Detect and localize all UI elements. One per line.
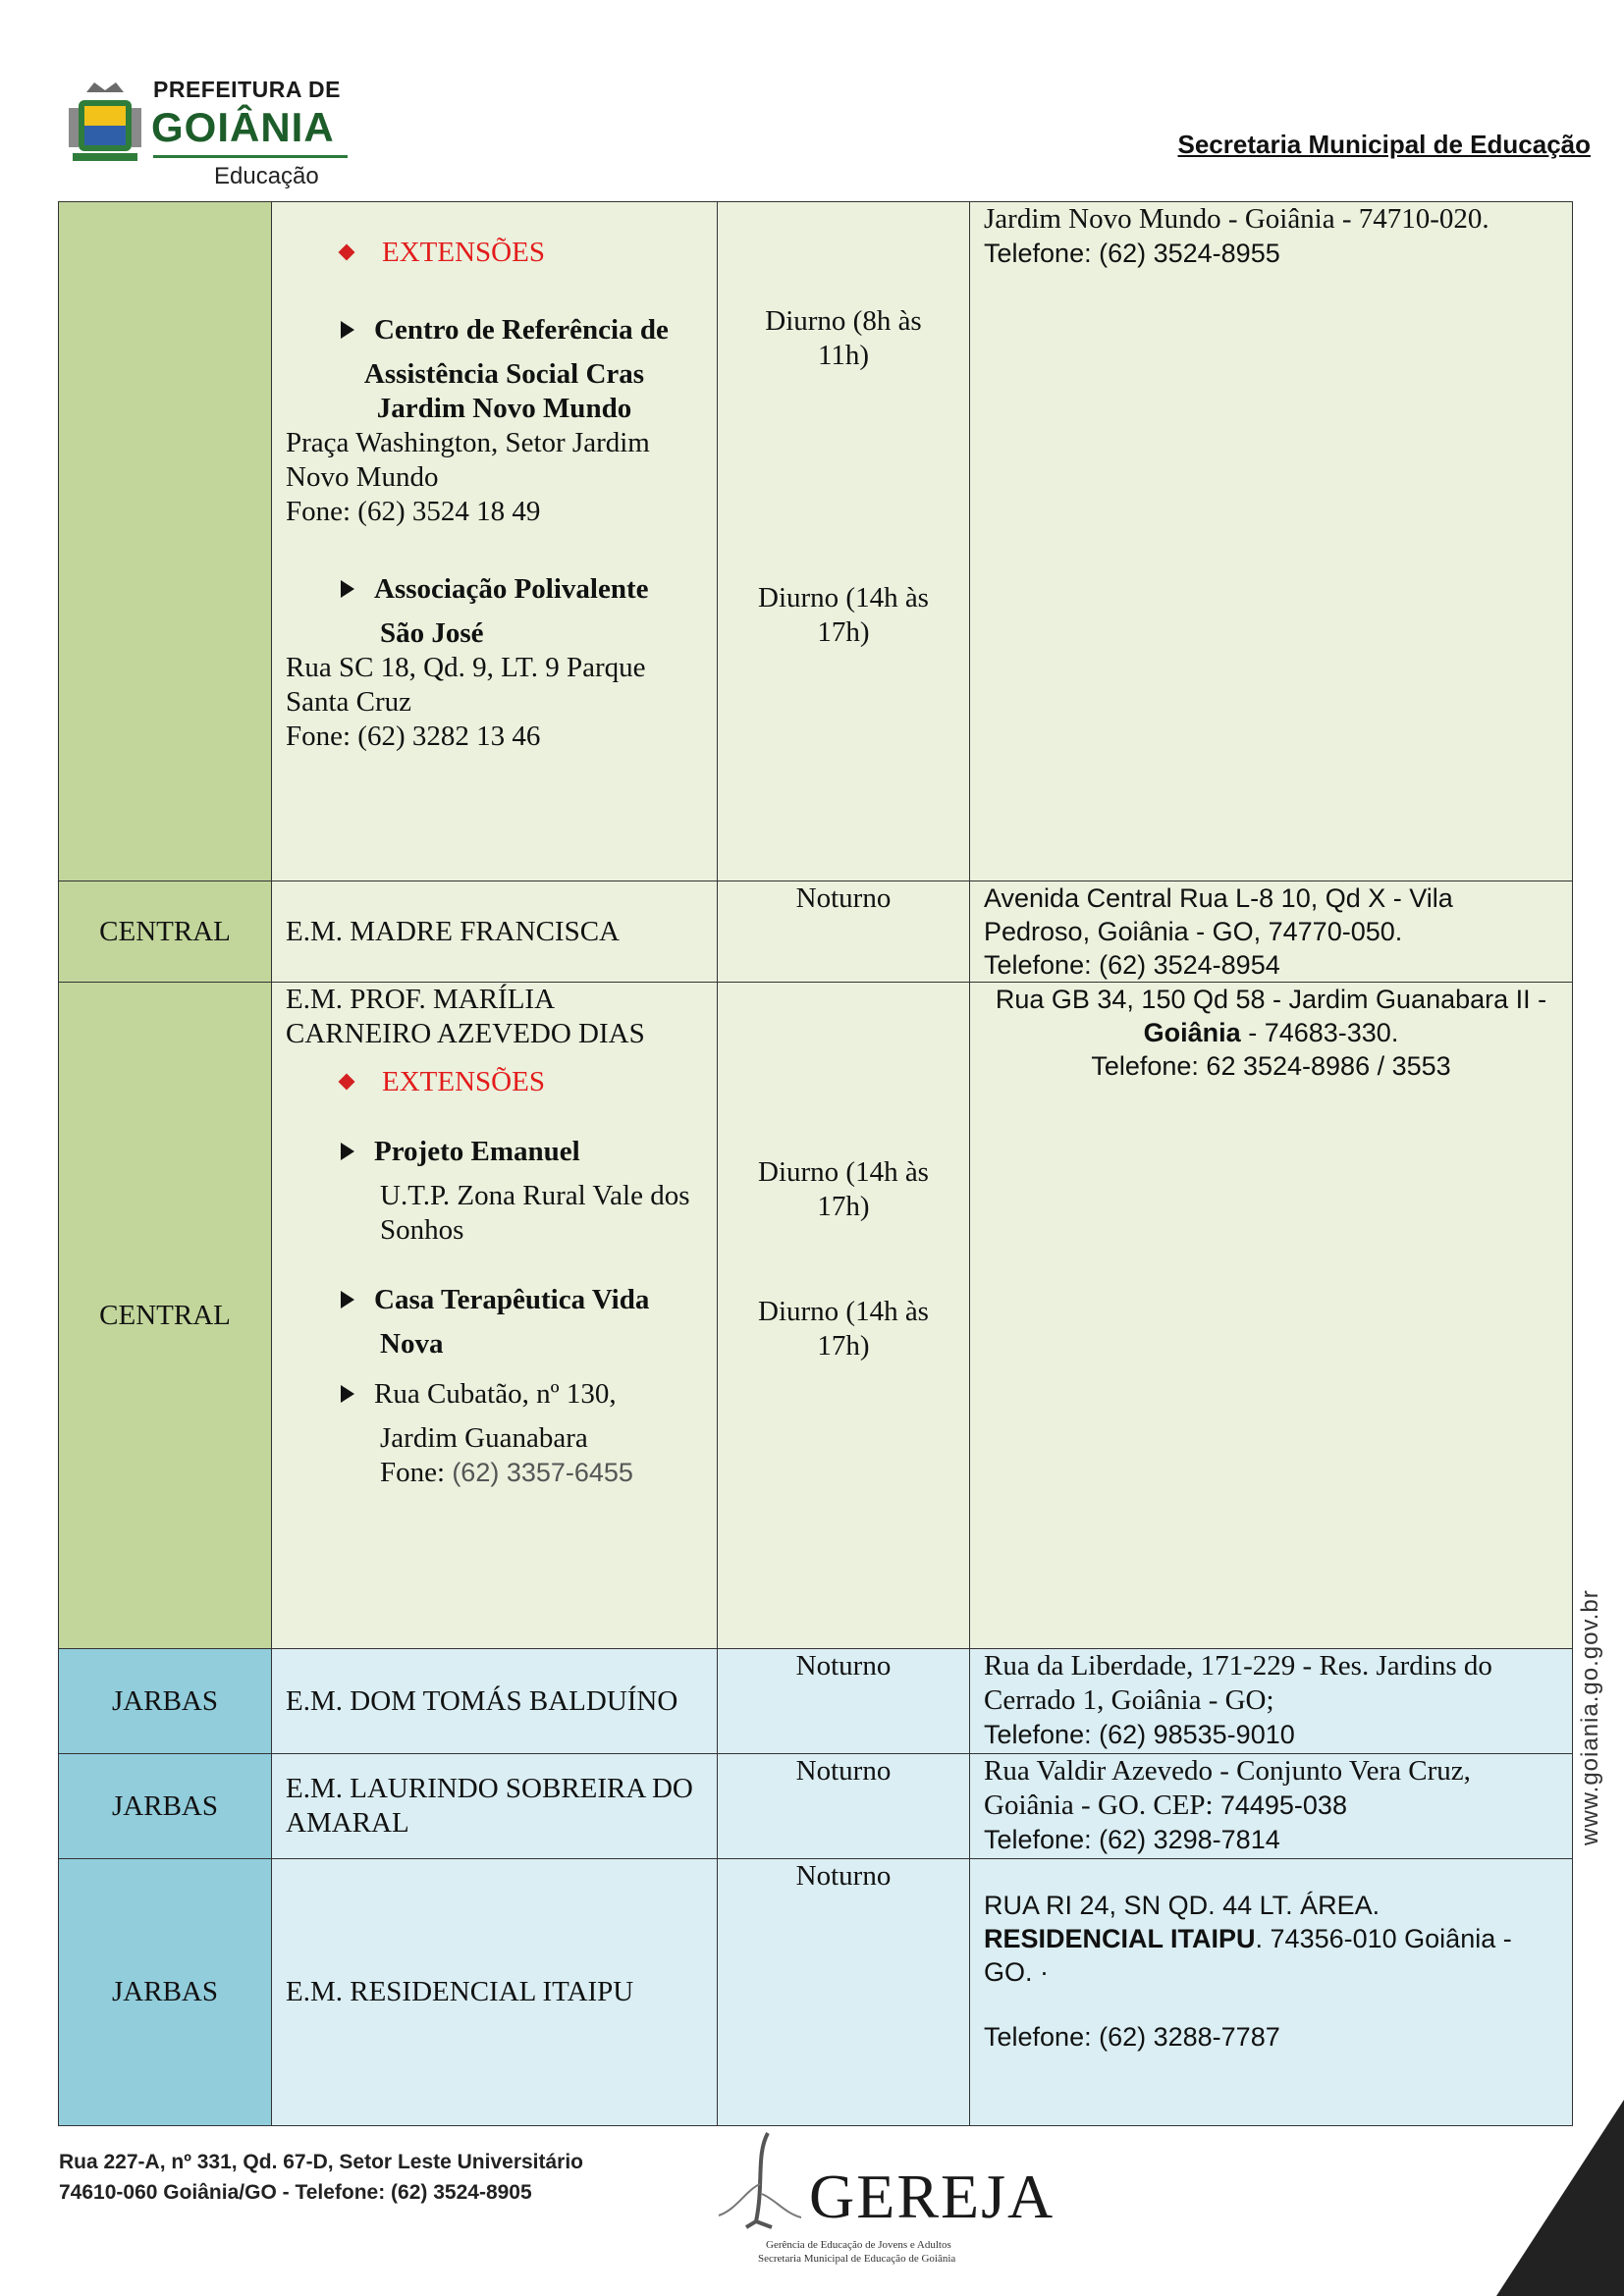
school-name: E.M. RESIDENCIAL ITAIPU — [272, 1859, 718, 2126]
shift-text: Noturno — [795, 1860, 892, 1892]
shift-text: Noturno — [795, 1755, 892, 1787]
gereja-subtitle: Gerência de Educação de Jovens e Adultos — [766, 2239, 951, 2251]
extension-item: Casa Terapêutica Vida — [286, 1283, 703, 1317]
extension-phone: Fone: (62) 3282 13 46 — [286, 721, 541, 752]
school-cell — [272, 202, 718, 881]
school-name: E.M. MADRE FRANCISCA — [272, 881, 718, 983]
extension-address: Praça Washington, Setor Jardim Novo Mundo — [286, 427, 650, 493]
shift-cell — [718, 1649, 970, 1754]
extension-name: Nova — [380, 1328, 444, 1360]
address-text: Avenida Central Rua L-8 10, Qd X - Vila Pedroso, Goiânia - GO, 74770-050. — [984, 883, 1453, 946]
website-watermark: www.goiania.go.gov.br — [1577, 1589, 1603, 1845]
tree-icon — [707, 2125, 815, 2243]
shift-cell — [718, 1859, 970, 2126]
address-cell — [970, 983, 1573, 1649]
address-text: RUA RI 24, SN QD. 44 LT. ÁREA. — [984, 1891, 1380, 1920]
address-text: Jardim Novo Mundo - Goiânia - 74710-020. — [984, 203, 1489, 235]
arrow-bullet-icon — [341, 321, 354, 339]
logo-top-text: PREFEITURA DE — [153, 77, 341, 102]
diamond-bullet-icon — [339, 244, 355, 261]
department-title: Secretaria Municipal de Educação — [1177, 130, 1591, 159]
region-cell: CENTRAL — [59, 983, 272, 1649]
extension-address: Rua SC 18, Qd. 9, LT. 9 Parque Santa Cruz — [286, 652, 646, 718]
extensions-heading: EXTENSÕES — [286, 236, 703, 270]
region-cell — [59, 202, 272, 881]
phone-text: Telefone: 62 3524-8986 / 3553 — [1091, 1051, 1451, 1081]
extension-item: Projeto Emanuel — [286, 1135, 703, 1169]
phone-text: Telefone: (62) 3288-7787 — [984, 2022, 1280, 2052]
address-text: Rua da Liberdade, 171-229 - Res. Jardins do Cerrado 1, Goiânia - GO; — [984, 1650, 1492, 1716]
region-cell: JARBAS — [59, 1754, 272, 1859]
table-row — [59, 1649, 1573, 1754]
address-text: RESIDENCIAL ITAIPU. 74356-010 Goiânia - GO. · — [984, 1924, 1512, 1987]
address-cell — [970, 1859, 1573, 2126]
school-name: E.M. LAURINDO SOBREIRA DO AMARAL — [272, 1754, 718, 1859]
coat-of-arms-icon — [65, 79, 145, 167]
phone-text: Telefone: (62) 3524-8954 — [984, 950, 1280, 980]
footer-line: 74610-060 Goiânia/GO - Telefone: (62) 3524-8905 — [59, 2181, 532, 2204]
shift-text: Diurno (14h às 17h) — [758, 1296, 929, 1362]
table-row — [59, 1859, 1573, 2126]
extension-address: Jardim Guanabara — [380, 1422, 588, 1454]
arrow-bullet-icon — [341, 1143, 354, 1160]
shift-text: Diurno (14h às 17h) — [758, 1156, 929, 1222]
phone-text: Telefone: (62) 3524-8955 — [984, 239, 1280, 268]
shift-cell — [718, 983, 970, 1649]
shift-cell — [718, 881, 970, 983]
extension-phone: Fone: (62) 3357-6455 — [380, 1457, 633, 1488]
arrow-bullet-icon — [341, 1291, 354, 1308]
extension-name: São José — [380, 617, 484, 649]
arrow-bullet-icon — [341, 580, 354, 598]
extension-name: Jardim Novo Mundo — [376, 393, 632, 424]
extension-name: Assistência Social Cras — [363, 358, 645, 390]
extension-item: Rua Cubatão, nº 130, — [286, 1377, 703, 1412]
logo-sub-text: Educação — [214, 163, 319, 189]
phone-text: Telefone: (62) 3298-7814 — [984, 1825, 1280, 1854]
address-cell — [970, 202, 1573, 881]
school-name: E.M. PROF. MARÍLIA CARNEIRO AZEVEDO DIAS — [286, 984, 645, 1049]
prefeitura-logo — [65, 73, 350, 190]
extensions-heading: EXTENSÕES — [286, 1065, 703, 1099]
address-cell — [970, 1649, 1573, 1754]
phone-text: Telefone: (62) 98535-9010 — [984, 1720, 1295, 1749]
footer-address — [59, 2147, 583, 2208]
table-row — [59, 1754, 1573, 1859]
shift-cell — [718, 202, 970, 881]
address-cell — [970, 881, 1573, 983]
table-row — [59, 202, 1573, 881]
logo-divider — [153, 155, 348, 158]
extension-phone: Fone: (62) 3524 18 49 — [286, 496, 541, 527]
gereja-title: GEREJA — [809, 2162, 1056, 2231]
corner-decoration — [1496, 2100, 1624, 2296]
diamond-bullet-icon — [339, 1074, 355, 1091]
footer-line: Rua 227-A, nº 331, Qd. 67-D, Setor Leste Universitário — [59, 2151, 584, 2173]
region-cell: JARBAS — [59, 1859, 272, 2126]
school-name: E.M. DOM TOMÁS BALDUÍNO — [272, 1649, 718, 1754]
extension-item: Centro de Referência de — [286, 313, 703, 347]
extension-item: Associação Polivalente — [286, 572, 703, 607]
address-text: Rua GB 34, 150 Qd 58 - Jardim Guanabara II - Goiânia - 74683-330. — [995, 985, 1547, 1047]
shift-cell — [718, 1754, 970, 1859]
address-text: Rua Valdir Azevedo - Conjunto Vera Cruz, Goiânia - GO. CEP: 74495-038 — [984, 1755, 1471, 1821]
shift-text: Diurno (14h às 17h) — [758, 582, 929, 648]
address-cell — [970, 1754, 1573, 1859]
schools-table — [58, 201, 1573, 2126]
gereja-logo — [707, 2125, 1060, 2272]
shift-text: Diurno (8h às 11h) — [765, 305, 922, 371]
table-row — [59, 881, 1573, 983]
gereja-subtitle: Secretaria Municipal de Educação de Goiânia — [758, 2253, 956, 2265]
school-cell — [272, 983, 718, 1649]
region-cell: JARBAS — [59, 1649, 272, 1754]
shift-text: Noturno — [795, 882, 892, 914]
extension-address: U.T.P. Zona Rural Vale dos Sonhos — [380, 1180, 690, 1246]
table-row — [59, 983, 1573, 1649]
logo-main-text: GOIÂNIA — [151, 104, 335, 150]
region-cell: CENTRAL — [59, 881, 272, 983]
shift-text: Noturno — [795, 1650, 892, 1682]
arrow-bullet-icon — [341, 1385, 354, 1403]
